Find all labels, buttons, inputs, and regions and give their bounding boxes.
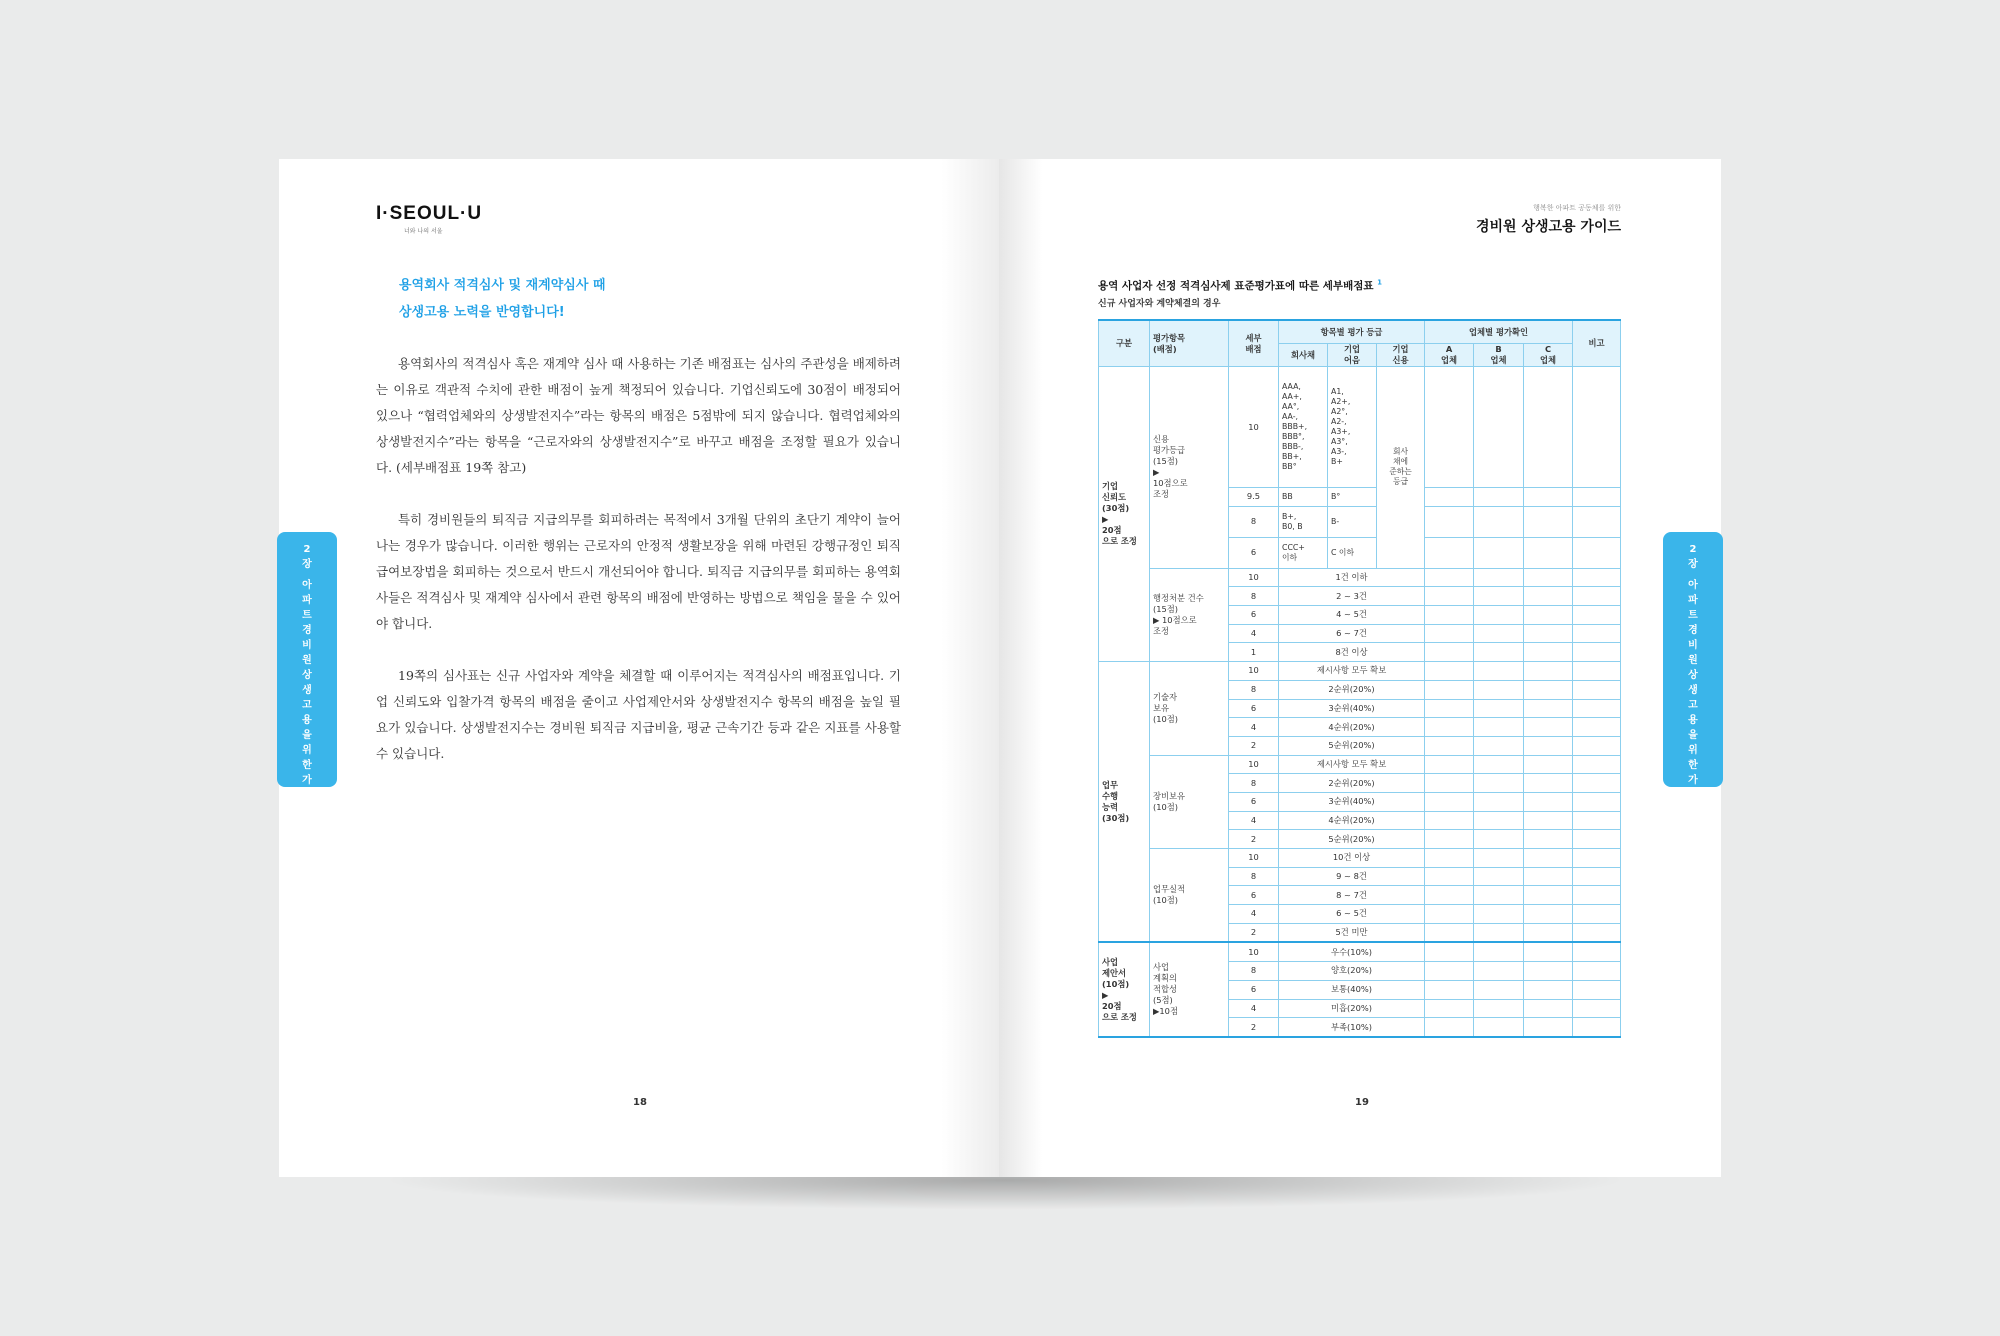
header-firm-c: C 업체 (1524, 344, 1573, 367)
header-credit: 기업 신용 (1377, 344, 1425, 367)
score-cell: 10 (1229, 662, 1279, 681)
paragraph: 특히 경비원들의 퇴직금 지급의무를 회피하려는 목적에서 3개월 단위의 초단기 계약이 늘어나는 경우가 많습니다. 이러한 행위는 근로자의 안정적 생활보장을 위해 마련된 강행규정인 퇴직급여보장법을 회피하는 것으로서 반드시 개선되어야 합니다. 퇴직금 지급의무를 회피하는 용역회사들은 적격심사 및 재계약 심사에서 관련 항목의 배점에 반영하는 방법으로 책임을 물을 수 있어야 합니다. (376, 512, 901, 631)
table-header-row (1099, 320, 1621, 344)
score-cell: 10 (1229, 942, 1279, 961)
logo-text: I·SEOUL·U (376, 203, 483, 224)
score-cell: 10 (1229, 568, 1279, 587)
header-bond: 회사채 (1279, 344, 1328, 367)
table-title: 용역 사업자 선정 적격심사제 표준평가표에 따른 세부배점표 $^1$ (1098, 278, 1383, 292)
score-cell: 4 (1229, 999, 1279, 1018)
heading-line-2: 상생고용 노력을 반영합니다! (399, 305, 565, 320)
criteria-cell: 8 ~ 7건 (1279, 886, 1425, 905)
right-page (999, 159, 1721, 1177)
score-cell: 4 (1229, 718, 1279, 737)
score-cell: 8 (1229, 506, 1279, 537)
score-cell: 8 (1229, 587, 1279, 606)
criteria-cell: 4 ~ 5건 (1279, 606, 1425, 625)
criteria-cell: 부족(10%) (1279, 1018, 1425, 1037)
bill-grade-cell: C 이하 (1328, 537, 1377, 568)
score-cell: 6 (1229, 886, 1279, 905)
criteria-cell: 미흡(20%) (1279, 999, 1425, 1018)
score-cell: 8 (1229, 867, 1279, 886)
header-item: 평가항목 (배점) (1150, 320, 1229, 367)
page-number: 19 (1355, 1097, 1369, 1108)
score-cell: 4 (1229, 905, 1279, 924)
bond-grade-cell: BB (1279, 488, 1328, 507)
table-subtitle: 신규 사업자와 계약체결의 경우 (1098, 299, 1221, 309)
table-row (1099, 849, 1621, 868)
header-firm: 업체별 평가확인 (1425, 320, 1573, 344)
criteria-cell: 5건 미만 (1279, 923, 1425, 942)
category-cell: 기업 신뢰도 (30점) ▶ 20점 으로 조정 (1099, 367, 1150, 662)
score-cell: 10 (1229, 755, 1279, 774)
criteria-cell: 4순위(20%) (1279, 811, 1425, 830)
paragraph: 용역회사의 적격심사 혹은 재계약 심사 때 사용하는 기존 배점표는 심사의 주관성을 배제하려는 이유로 객관적 수치에 관한 배점이 높게 책정되어 있습니다. 기업신뢰도에 30점이 배정되어 있으나 “협력업체와의 상생발전지수”라는 항목의 배점은 5점밖에 되지 않습니다. 협력업체와의 상생발전지수”라는 항목을 “근로자와의 상생발전지수”로 바꾸고 배점을 조정할 필요가 있습니다. (세부배점표 19쪽 참고) (376, 356, 901, 475)
score-cell: 8 (1229, 680, 1279, 699)
item-cell: 업무실적 (10점) (1150, 849, 1229, 943)
table-row (1099, 568, 1621, 587)
score-cell: 4 (1229, 811, 1279, 830)
section-heading (399, 272, 605, 326)
criteria-cell: 제시사항 모두 확보 (1279, 662, 1425, 681)
bond-grade-cell: B+, B0, B (1279, 506, 1328, 537)
criteria-cell: 4순위(20%) (1279, 718, 1425, 737)
seoul-logo (376, 203, 482, 235)
logo-subtext: 너와 나의 서울 (404, 228, 443, 235)
score-cell: 10 (1229, 367, 1279, 488)
criteria-cell: 우수(10%) (1279, 942, 1425, 961)
criteria-cell: 5순위(20%) (1279, 830, 1425, 849)
category-cell: 사업 제안서 (10점) ▶ 20점 으로 조정 (1099, 942, 1150, 1036)
item-cell: 기술자 보유 (10점) (1150, 662, 1229, 755)
header-grade: 항목별 평가 등급 (1279, 320, 1425, 344)
footnote-mark: 1 (1377, 278, 1383, 287)
score-cell: 2 (1229, 830, 1279, 849)
criteria-cell: 2 ~ 3건 (1279, 587, 1425, 606)
criteria-cell: 2순위(20%) (1279, 774, 1425, 793)
page-number: 18 (633, 1097, 647, 1108)
score-cell: 9.5 (1229, 488, 1279, 507)
criteria-cell: 6 ~ 5건 (1279, 905, 1425, 924)
table-row (1099, 367, 1621, 488)
header-subtitle: 행복한 아파트 공동체를 위한 (1533, 204, 1621, 212)
criteria-cell: 3순위(40%) (1279, 699, 1425, 718)
heading-line-1: 용역회사 적격심사 및 재계약심사 때 (399, 278, 606, 293)
bond-grade-cell: AAA, AA+, AA°, AA-, BBB+, BBB°, BBB-, BB+, BB° (1279, 367, 1328, 488)
paragraph: 19쪽의 심사표는 신규 사업자와 계약을 체결할 때 이루어지는 적격심사의 배점표입니다. 기업 신뢰도와 입찰가격 항목의 배점을 줄이고 사업제안서와 상생발전지수 항목의 배점을 높일 필요가 있습니다. 상생발전지수는 경비원 퇴직금 지급비율, 평균 근속기간 등과 같은 지표를 사용할 수 있습니다. (376, 668, 901, 761)
score-cell: 1 (1229, 643, 1279, 662)
criteria-cell: 보통(40%) (1279, 980, 1425, 999)
header-bill: 기업 어음 (1328, 344, 1377, 367)
chapter-tab-text: 2 장 아 파 트 경 비 원 상 생 고 용 을 위 한 가 이 드 (302, 544, 312, 816)
score-cell: 6 (1229, 699, 1279, 718)
item-cell: 사업 계획의 적합성 (5점) ▶10점 (1150, 942, 1229, 1036)
bill-grade-cell: A1, A2+, A2°, A2-, A3+, A3°, A3-, B+ (1328, 367, 1377, 488)
score-cell: 8 (1229, 774, 1279, 793)
criteria-cell: 1건 이하 (1279, 568, 1425, 587)
score-cell: 6 (1229, 792, 1279, 811)
header-firm-a: A 업체 (1425, 344, 1474, 367)
score-table (1098, 319, 1621, 1038)
criteria-cell: 3순위(40%) (1279, 792, 1425, 811)
score-cell: 10 (1229, 849, 1279, 868)
bond-grade-cell: CCC+ 이하 (1279, 537, 1328, 568)
bill-grade-cell: B- (1328, 506, 1377, 537)
score-cell: 2 (1229, 923, 1279, 942)
header-firm-b: B 업체 (1474, 344, 1524, 367)
header-detail: 세부 배점 (1229, 320, 1279, 367)
score-cell: 8 (1229, 962, 1279, 981)
criteria-cell: 10건 이상 (1279, 849, 1425, 868)
score-cell: 2 (1229, 736, 1279, 755)
criteria-cell: 9 ~ 8건 (1279, 867, 1425, 886)
criteria-cell: 8건 이상 (1279, 643, 1425, 662)
criteria-cell: 양호(20%) (1279, 962, 1425, 981)
score-cell: 6 (1229, 537, 1279, 568)
item-cell: 장비보유 (10점) (1150, 755, 1229, 848)
chapter-tab-right (1663, 532, 1723, 816)
criteria-cell: 제시사항 모두 확보 (1279, 755, 1425, 774)
chapter-tab-text: 2 장 아 파 트 경 비 원 상 생 고 용 을 위 한 가 이 드 (1688, 544, 1698, 816)
score-cell: 2 (1229, 1018, 1279, 1037)
category-cell: 업무 수행 능력 (30점) (1099, 662, 1150, 943)
header-title: 경비원 상생고용 가이드 (1476, 219, 1621, 235)
table-row (1099, 942, 1621, 961)
score-cell: 6 (1229, 980, 1279, 999)
running-header (1476, 203, 1621, 236)
criteria-cell: 5순위(20%) (1279, 736, 1425, 755)
score-cell: 4 (1229, 624, 1279, 643)
item-cell: 신용 평가등급 (15점) ▶ 10점으로 조정 (1150, 367, 1229, 569)
chapter-tab-left (277, 532, 337, 816)
score-cell: 6 (1229, 606, 1279, 625)
criteria-cell: 2순위(20%) (1279, 680, 1425, 699)
table-row (1099, 662, 1621, 681)
header-gubun: 구분 (1099, 320, 1150, 367)
table-row (1099, 755, 1621, 774)
bill-grade-cell: B° (1328, 488, 1377, 507)
credit-equiv-cell: 회사 채에 준하는 등급 (1377, 367, 1425, 569)
header-note: 비고 (1573, 320, 1621, 367)
criteria-cell: 6 ~ 7건 (1279, 624, 1425, 643)
body-text (376, 351, 901, 793)
left-page (279, 159, 999, 1177)
item-cell: 행정처분 건수 (15점) ▶ 10점으로 조정 (1150, 568, 1229, 661)
